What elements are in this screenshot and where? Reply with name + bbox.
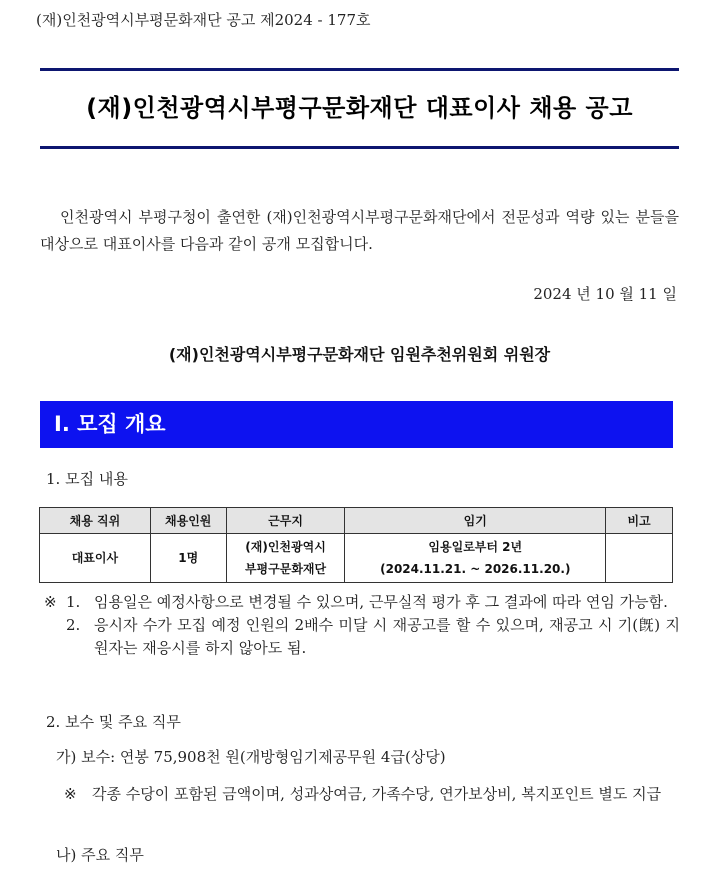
- header-term: 임기: [345, 508, 606, 534]
- cell-position: 대표이사: [40, 534, 151, 583]
- term-line2: (2024.11.21. ~ 2026.11.20.): [380, 562, 571, 576]
- intro-paragraph: [40, 204, 679, 258]
- announcement-date: 2024 년 10 월 11 일: [533, 285, 677, 303]
- cell-term: [345, 534, 606, 583]
- cell-remarks: [606, 534, 673, 583]
- recruit-table: [39, 507, 673, 583]
- pay-info: 가) 보수: 연봉 75,908천 원(개방형임기제공무원 4급(상당): [56, 748, 446, 766]
- title-box: [40, 68, 679, 149]
- header-count: 채용인원: [150, 508, 226, 534]
- subsection-pay-duties: 2. 보수 및 주요 직무: [46, 713, 181, 731]
- note-item: [44, 591, 680, 614]
- document-title: (재)인천광역시부평구문화재단 대표이사 채용 공고: [86, 94, 633, 122]
- note-number: 2.: [66, 616, 81, 634]
- header-workplace: 근무지: [226, 508, 345, 534]
- main-duties: 나) 주요 직무: [56, 846, 144, 864]
- workplace-line2: 부평구문화재단: [244, 562, 327, 576]
- section-title: Ⅰ. 모집 개요: [54, 412, 166, 436]
- cell-count: 1명: [150, 534, 226, 583]
- subsection-recruit-content: 1. 모집 내용: [46, 470, 128, 488]
- note-text: 응시자 수가 모집 예정 인원의 2배수 미달 시 재공고를 할 수 있으며, 재공고 시 기(旣) 지원자는 재응시를 하지 않아도 됨.: [94, 616, 680, 657]
- reference-mark: ※: [64, 785, 77, 803]
- table-header-row: [40, 508, 673, 534]
- reference-mark: ※: [44, 593, 57, 611]
- table-row: [40, 534, 673, 583]
- pay-note: [64, 782, 680, 807]
- note-number: 1.: [66, 593, 81, 611]
- header-remarks: 비고: [606, 508, 673, 534]
- note-text: 임용일은 예정사항으로 변경될 수 있으며, 근무실적 평가 후 그 결과에 따라 연임 가능함.: [94, 593, 668, 611]
- notice-number: (재)인천광역시부평문화재단 공고 제2024 - 177호: [36, 11, 371, 29]
- section-header: [40, 401, 673, 448]
- cell-workplace: [226, 534, 345, 583]
- note-item: [44, 614, 680, 660]
- workplace-line1: (재)인천광역시: [245, 540, 326, 554]
- signer: (재)인천광역시부평구문화재단 임원추천위원회 위원장: [168, 345, 551, 364]
- pay-note-text: 각종 수당이 포함된 금액이며, 성과상여금, 가족수당, 연가보상비, 복지포인트 별도 지급: [92, 785, 662, 803]
- notes: [44, 591, 680, 660]
- term-line1: 임용일로부터 2년: [428, 540, 523, 554]
- intro-text: 인천광역시 부평구청이 출연한 (재)인천광역시부평구문화재단에서 전문성과 역량 있는 분들을 대상으로 대표이사를 다음과 같이 공개 모집합니다.: [40, 208, 679, 253]
- header-position: 채용 직위: [40, 508, 151, 534]
